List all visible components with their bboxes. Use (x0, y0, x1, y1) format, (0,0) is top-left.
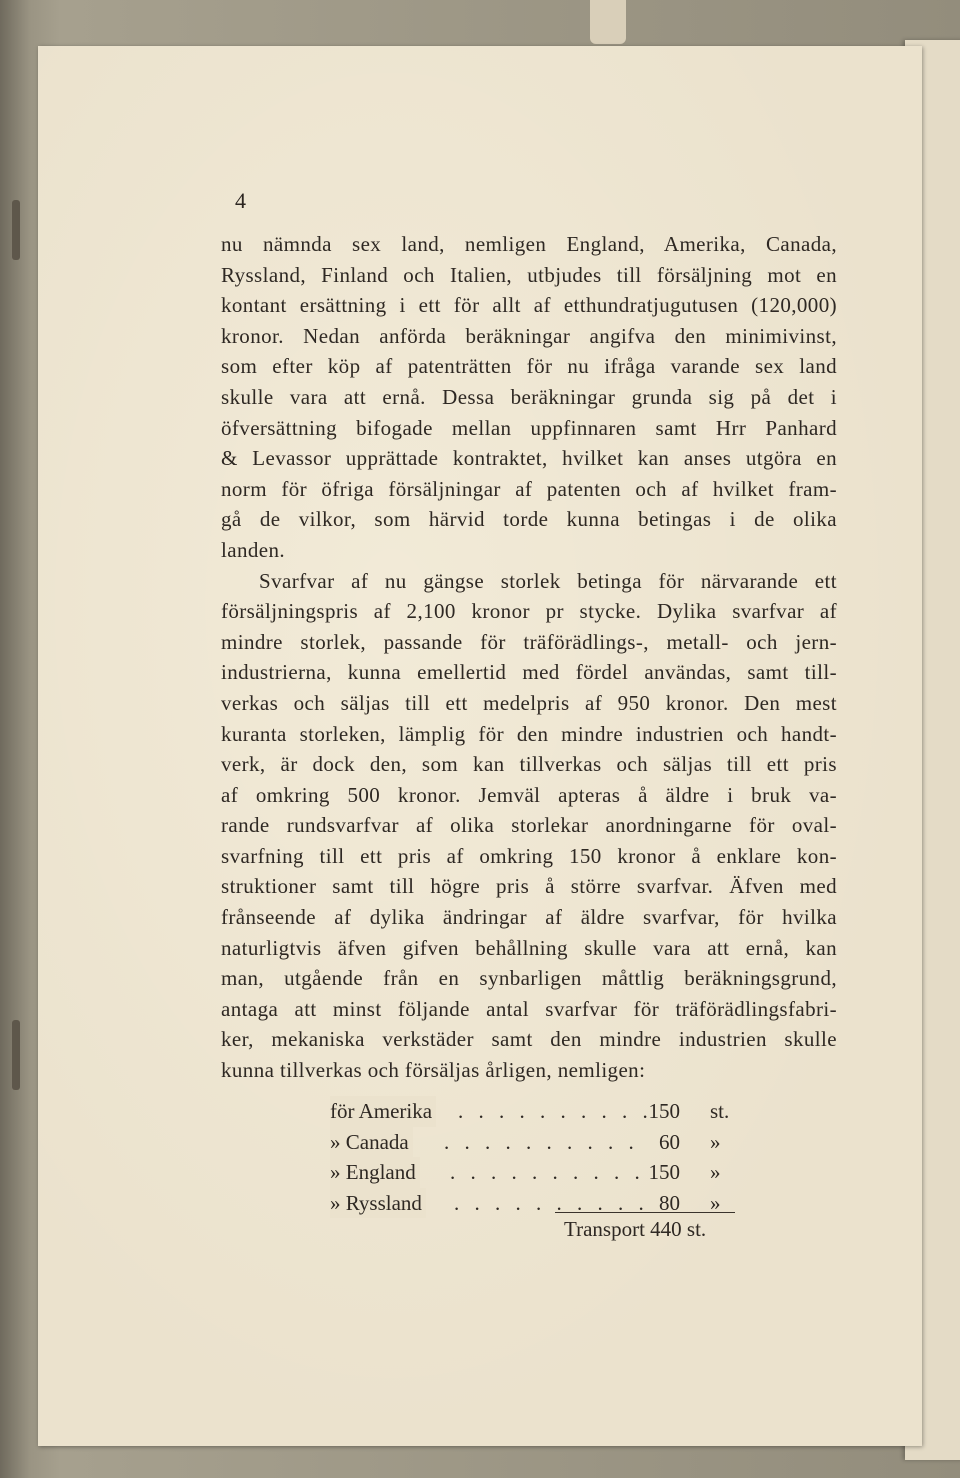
text-line: af omkring 500 kronor. Jemväl apteras å äldre i bruk va- (221, 782, 837, 807)
text-line: verkas och säljas till ett medelpris af 950 kronor. Den mest (221, 690, 837, 715)
text-line: som efter köp af patenträtten för nu ifråga varande sex land (221, 354, 837, 379)
quantity-value: 80 (659, 1190, 680, 1215)
unit-label: » (710, 1160, 721, 1184)
quantity-value: 150 (648, 1099, 680, 1123)
paper-tab (590, 0, 626, 44)
unit-label: » (710, 1129, 721, 1154)
text-line: landen. (221, 537, 286, 562)
unit-label: » (710, 1190, 721, 1215)
binding-staple (12, 200, 20, 260)
body-text (221, 229, 837, 1086)
quantity-value: 150 (648, 1160, 680, 1184)
text-line: struktioner samt till högre pris å större svarfvar. Äfven med (221, 874, 837, 899)
page-number: 4 (235, 188, 246, 213)
country-label: » England (330, 1157, 420, 1188)
text-line: gå de vilkor, som härvid torde kunna betingas i de olika (221, 507, 837, 532)
text-line: svarfning till ett pris af omkring 150 kronor å enklare kon- (221, 843, 837, 868)
table-row (330, 1096, 750, 1127)
text-line: Svarfvar af nu gängse storlek betinga för närvarande ett (259, 568, 837, 593)
country-label: för Amerika (330, 1096, 436, 1127)
text-line: frånseende af dylika ändringar af äldre svarfvar, för hvilka (221, 905, 837, 930)
text-line: öfversättning bifogade mellan uppfinnaren samt Hrr Panhard (221, 415, 837, 440)
text-line: kuranta storleken, lämplig för den mindre industrien och handt- (221, 721, 837, 746)
unit-label: st. (710, 1099, 730, 1123)
transport-value: 440 (650, 1217, 682, 1241)
text-line: rande rundsvarfvar af olika storlekar anordningarne för oval- (221, 813, 837, 838)
text-line: kunna tillverkas och försäljas årligen, nemligen: (221, 1058, 646, 1083)
text-line: Ryssland, Finland och Italien, utbjudes till försäljning mot en (221, 262, 837, 287)
dot-leader: . . . . . . . . . . (458, 1099, 653, 1123)
binding-staple (12, 1020, 20, 1090)
transport-label: Transport (564, 1217, 645, 1241)
text-line: industrierna, kunna emellertid med fördel användas, samt till- (221, 660, 837, 685)
table-row (330, 1157, 750, 1188)
country-label: » Ryssland (330, 1188, 426, 1219)
sales-table (330, 1096, 750, 1218)
dot-leader: . . . . . . . . . . (444, 1129, 639, 1154)
dot-leader: . . . . . . . . . . (450, 1160, 645, 1184)
transport-total (564, 1214, 706, 1244)
table-row (330, 1127, 750, 1158)
text-line: mindre storlek, passande för träförädlings-, metall- och jern- (221, 629, 837, 654)
text-line: man, utgående från en synbarligen måttlig beräkningsgrund, (221, 966, 837, 991)
dot-leader: . . . . . . . . . . (454, 1190, 649, 1215)
text-line: försäljningspris af 2,100 kronor pr stycke. Dylika svarfvar af (221, 599, 837, 624)
quantity-value: 60 (659, 1129, 680, 1154)
country-label: » Canada (330, 1127, 413, 1158)
text-line: verk, är dock den, som kan tillverkas och säljas till ett pris (221, 752, 837, 777)
text-line: nu nämnda sex land, nemligen England, Amerika, Canada, (221, 232, 837, 256)
text-line: naturligtvis äfven gifven behållning skulle vara att ernå, kan (221, 935, 837, 960)
text-line: skulle vara att ernå. Dessa beräkningar grunda sig på det i (221, 384, 837, 409)
text-line: kontant ersättning i ett för allt af etthundratjugutusen (120,000) (221, 293, 837, 318)
sum-rule (555, 1212, 735, 1213)
transport-unit: st. (686, 1217, 707, 1241)
text-line: antaga att minst följande antal svarfvar för träförädlingsfabri- (221, 996, 837, 1021)
text-line: ker, mekaniska verkstäder samt den mindre industrien skulle (221, 1027, 837, 1052)
text-line: & Levassor upprättade kontraktet, hvilket kan anses utgöra en (221, 446, 837, 471)
text-line: norm för öfriga försäljningar af patenten och af hvilket fram- (221, 476, 837, 501)
text-line: kronor. Nedan anförda beräkningar angifva den minimivinst, (221, 323, 837, 348)
